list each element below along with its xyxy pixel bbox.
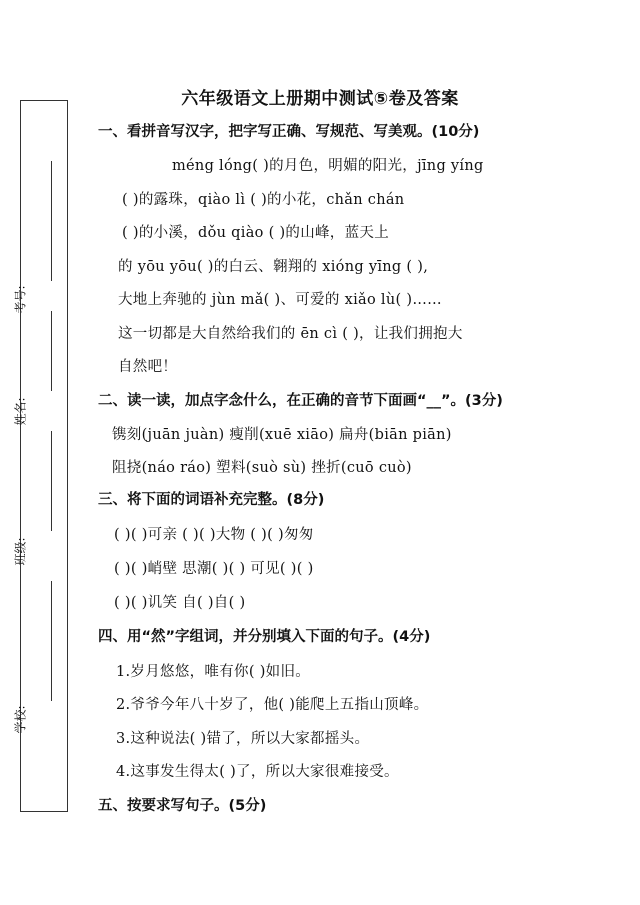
section-3-line: ( )( )讥笑 自( )自( ) [114,595,246,611]
section-1-line: 这一切都是大自然给我们的 ēn cì ( )，让我们拥抱大 [118,326,463,342]
binding-strip [13,100,68,812]
name-label: 姓名: [13,397,28,426]
section-1-line: 的 yōu yōu( )的白云、翱翔的 xióng yīng ( ), [118,259,429,275]
section-1-line: ( )的露珠，qiào lì ( )的小花，chǎn chán [122,192,405,208]
page-title: 六年级语文上册期中测试⑤卷及答案 [181,89,459,109]
exam-number-label: 考号: [13,285,28,314]
section-1-line: 自然吧！ [118,359,178,375]
section-3-heading: 三、将下面的词语补充完整。(8分) [98,492,325,508]
section-3-line: ( )( )峭壁 思潮( )( ) 可见( )( ) [114,561,314,577]
section-4-line: 2.爷爷今年八十岁了，他( )能爬上五指山顶峰。 [116,697,429,713]
section-2-line: 镌刻(juān juàn) 瘦削(xuē xiāo) 扁舟(biān piān) [112,427,452,443]
school-label: 学校: [13,705,28,734]
section-4-line: 3.这种说法( )错了，所以大家都摇头。 [116,731,370,747]
section-1-line: méng lóng( )的月色，明媚的阳光，jīng yíng [172,158,484,174]
class-label: 班级: [13,537,28,566]
exam-number-line [51,161,52,281]
section-2-heading: 二、读一读，加点字念什么，在正确的音节下面画“__”。(3分) [98,393,503,409]
section-1-line: ( )的小溪，dǒu qiào ( )的山峰，蓝天上 [122,225,390,241]
section-2-line: 阻挠(náo ráo) 塑料(suò sù) 挫折(cuō cuò) [112,460,412,476]
class-line [51,431,52,531]
section-4-heading: 四、用“然”字组词，并分别填入下面的句子。(4分) [98,629,431,645]
school-line [51,581,52,701]
section-4-line: 1.岁月悠悠，唯有你( )如旧。 [116,664,311,680]
section-5-heading: 五、按要求写句子。(5分) [98,798,267,814]
section-4-line: 4.这事发生得太( )了，所以大家很难接受。 [116,764,399,780]
section-3-line: ( )( )可亲 ( )( )大物 ( )( )匆匆 [114,527,314,543]
name-line [51,311,52,391]
section-1-heading: 一、看拼音写汉字，把字写正确、写规范、写美观。(10分) [98,124,480,140]
section-1-line: 大地上奔驰的 jùn mǎ( )、可爱的 xiǎo lù( )…… [118,292,442,308]
